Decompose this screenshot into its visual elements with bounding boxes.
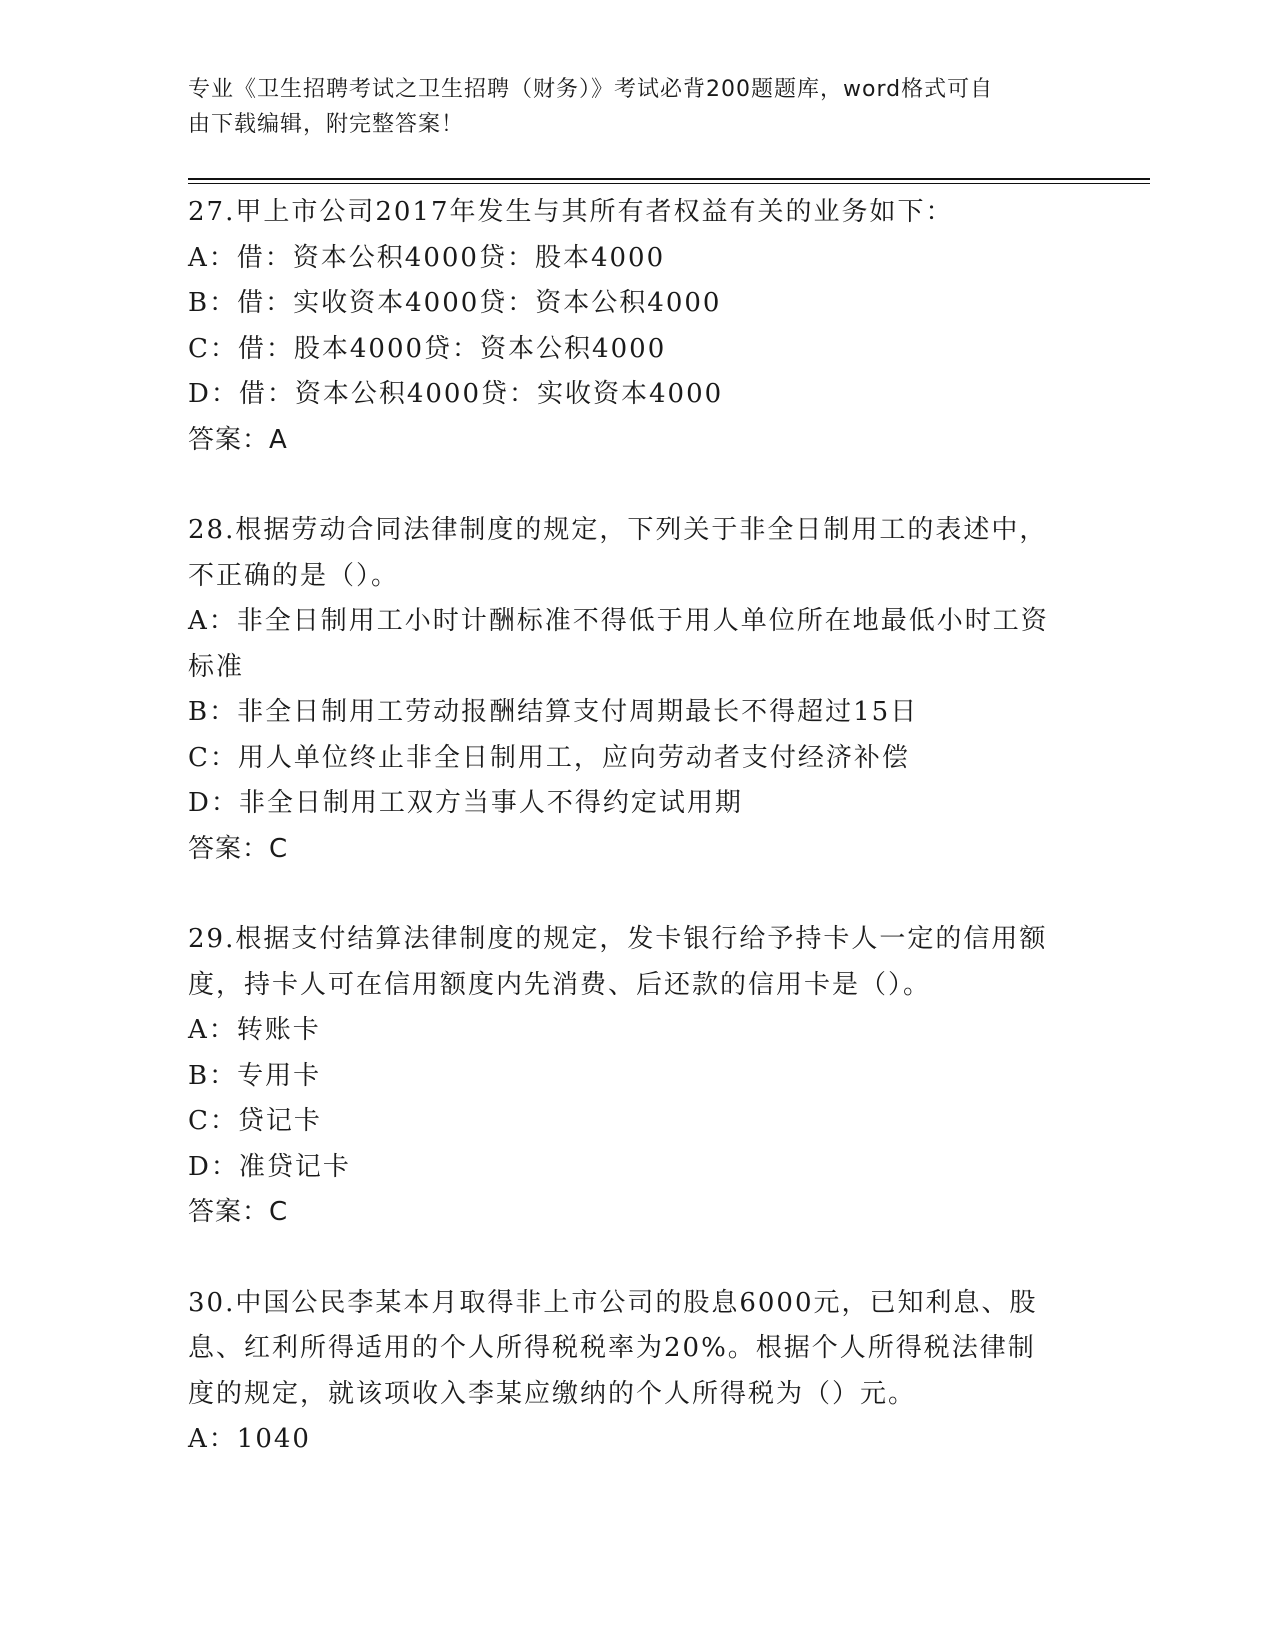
question-list [188, 190, 1088, 1508]
option-a-continued: 标准 [188, 651, 245, 682]
option-d: D：借：资本公积4000贷：实收资本4000 [188, 379, 724, 409]
option-a: A：转账卡 [188, 1015, 321, 1045]
option-a: A：非全日制用工小时计酬标准不得低于用人单位所在地最低小时工资 [188, 606, 1049, 636]
document-header [188, 72, 1088, 142]
option-b: B：借：实收资本4000贷：资本公积4000 [188, 288, 722, 318]
question-29 [188, 917, 1088, 1236]
question-27 [188, 190, 1088, 463]
option-c: C：贷记卡 [188, 1106, 322, 1136]
header-divider [188, 183, 1150, 184]
option-b: B：非全日制用工劳动报酬结算支付周期最长不得超过15日 [188, 697, 919, 727]
question-stem: 27.甲上市公司2017年发生与其所有者权益有关的业务如下： [188, 197, 954, 227]
question-30 [188, 1281, 1088, 1463]
answer: 答案：C [188, 1197, 289, 1227]
question-stem: 29.根据支付结算法律制度的规定，发卡银行给予持卡人一定的信用额 [188, 924, 1048, 954]
question-28 [188, 508, 1088, 872]
option-d: D：准贷记卡 [188, 1151, 351, 1182]
question-stem: 28.根据劳动合同法律制度的规定，下列关于非全日制用工的表述中， [188, 515, 1048, 545]
option-a: A：借：资本公积4000贷：股本4000 [188, 242, 666, 273]
header-divider [188, 178, 1150, 180]
question-stem: 度的规定，就该项收入李某应缴纳的个人所得税为（）元。 [188, 1378, 917, 1409]
option-d: D：非全日制用工双方当事人不得约定试用期 [188, 788, 743, 818]
question-stem: 30.中国公民李某本月取得非上市公司的股息6000元，已知利息、股 [188, 1287, 1038, 1318]
question-stem: 息、红利所得适用的个人所得税税率为20%。根据个人所得税法律制 [188, 1333, 1036, 1363]
answer: 答案：C [188, 833, 289, 864]
header-line: 专业《卫生招聘考试之卫生招聘（财务）》考试必背200题题库，word格式可自 [188, 77, 994, 102]
question-stem: 度，持卡人可在信用额度内先消费、后还款的信用卡是（）。 [188, 969, 932, 1000]
option-b: B：专用卡 [188, 1060, 322, 1091]
option-a: A：1040 [188, 1424, 311, 1454]
header-line: 由下载编辑，附完整答案！ [188, 112, 465, 137]
question-stem: 不正确的是（）。 [188, 560, 400, 591]
answer: 答案：A [188, 424, 288, 455]
option-c: C：借：股本4000贷：资本公积4000 [188, 333, 667, 364]
option-c: C：用人单位终止非全日制用工，应向劳动者支付经济补偿 [188, 742, 910, 773]
